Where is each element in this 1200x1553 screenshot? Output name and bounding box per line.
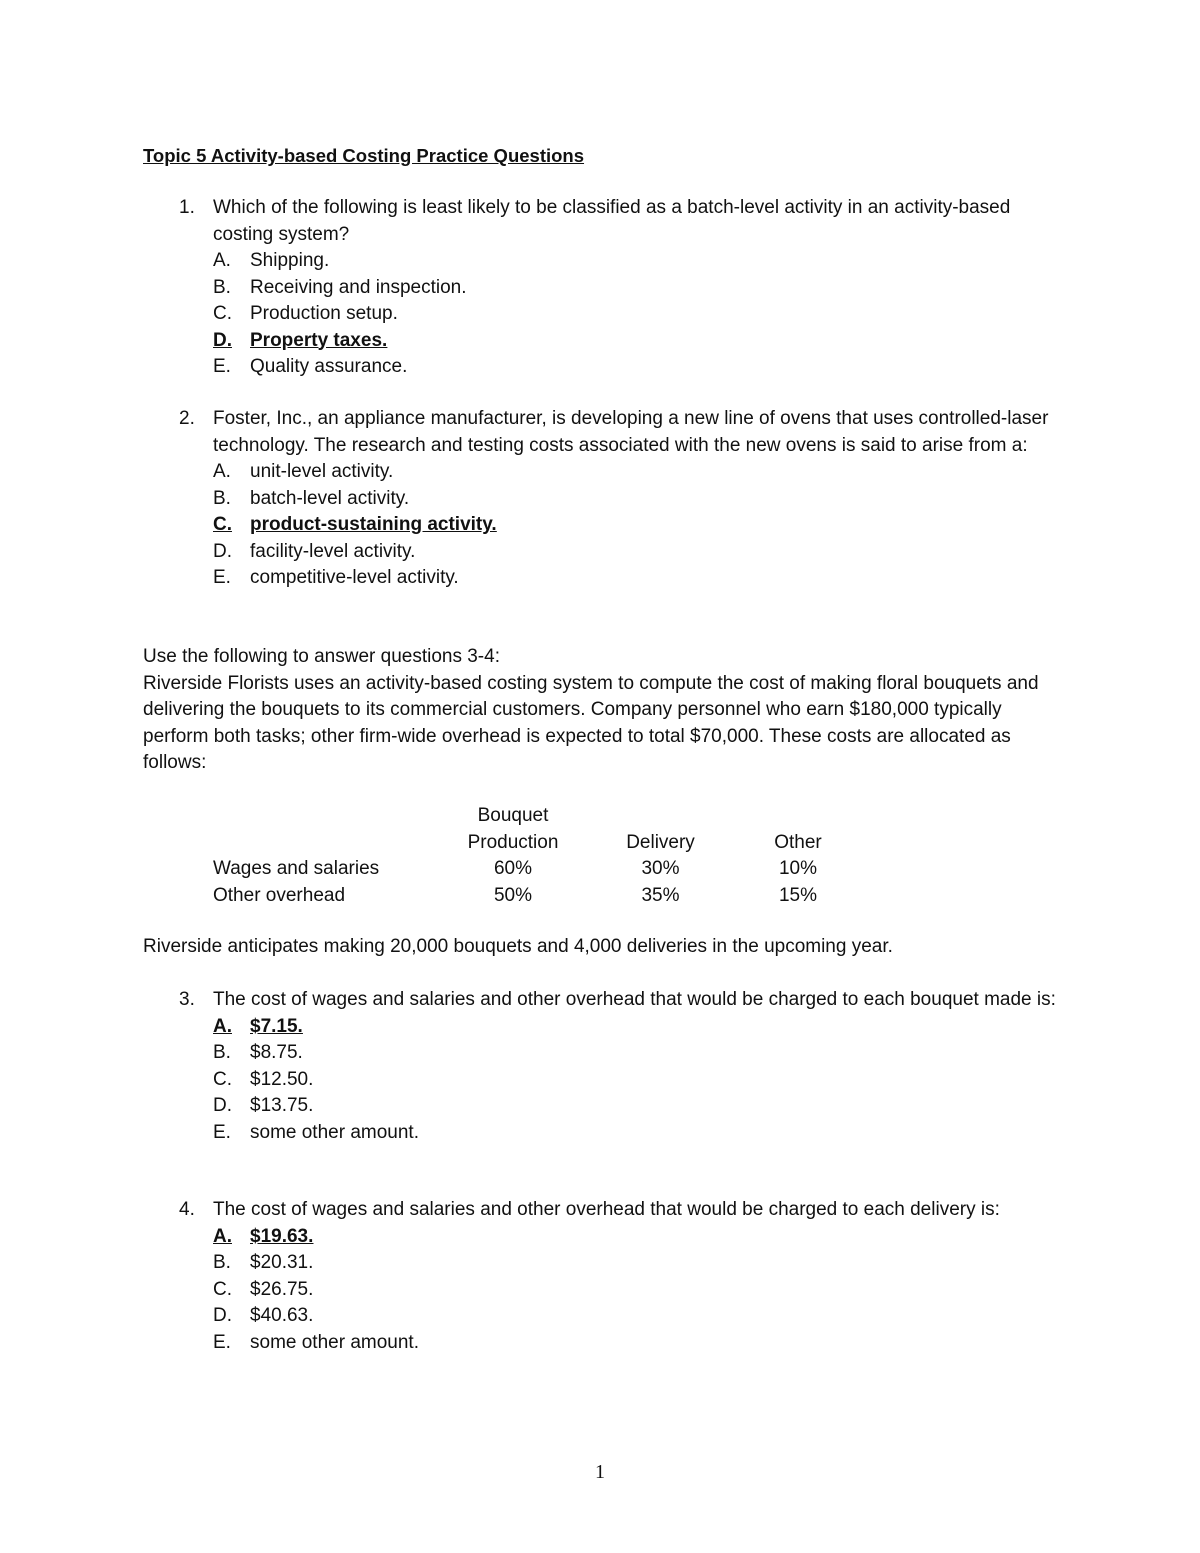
option-a-correct: A. $7.15. <box>213 1015 303 1037</box>
option-e: E. some other amount. <box>213 1331 419 1353</box>
option-d-correct: D. Property taxes. <box>213 329 388 351</box>
option-a: A. unit-level activity. <box>213 461 394 482</box>
question-2 <box>143 406 1063 592</box>
question-4 <box>143 1197 1103 1356</box>
question-number: 4. <box>179 1199 195 1220</box>
option-a: A. Shipping. <box>213 250 330 271</box>
answer-options <box>213 248 1063 381</box>
option-e: E. Quality assurance. <box>213 356 408 377</box>
scenario-lead: Use the following to answer questions 3-4: <box>143 646 500 667</box>
option-c-correct: C. product-sustaining activity. <box>213 514 497 535</box>
option-e: E. competitive-level activity. <box>213 567 459 588</box>
table-header-row <box>213 830 853 857</box>
answer-options <box>213 1014 1063 1147</box>
cell: 60% <box>493 858 533 879</box>
cell: 50% <box>493 884 533 906</box>
option-b: B. $8.75. <box>213 1042 303 1063</box>
answer-options <box>213 1224 1103 1357</box>
table-row <box>213 883 853 910</box>
option-b: B. Receiving and inspection. <box>213 276 467 298</box>
option-a-correct: A. $19.63. <box>213 1225 314 1247</box>
question-text: Foster, Inc., an appliance manufacturer, is developing a new line of ovens that uses controlled-laser technology. The research and testing costs associated with the new ovens is said to arise from a: <box>213 408 1049 456</box>
question-number: 2. <box>179 408 195 429</box>
question-text: Which of the following is least likely to be classified as a batch-level activity in an activity-based costing system? <box>213 197 1011 245</box>
cell: 15% <box>778 884 818 906</box>
table-header-row <box>213 803 853 830</box>
option-b: B. batch-level activity. <box>213 487 410 509</box>
scenario-intro <box>143 644 1058 777</box>
question-text: The cost of wages and salaries and other overhead that would be charged to each delivery is: <box>213 1199 1000 1220</box>
cell: 30% <box>641 858 680 879</box>
cell: 10% <box>778 858 818 879</box>
anticipates-text: Riverside anticipates making 20,000 bouquets and 4,000 deliveries in the upcoming year. <box>143 936 893 957</box>
header-delivery: Delivery <box>626 831 695 853</box>
option-e: E. some other amount. <box>213 1121 419 1143</box>
answer-options <box>213 459 1063 592</box>
table-row <box>213 856 853 883</box>
question-1 <box>143 195 1063 381</box>
scenario-text: Riverside Florists uses an activity-based costing system to compute the cost of making floral bouquets and delivering the bouquets to its commercial customers. Company personnel who earn $180,000 typically perform both tasks; other firm-wide overhead is expected to total $70,000. These costs are allocated as follows: <box>143 672 1039 773</box>
header-bouquet: Bouquet <box>477 805 549 826</box>
question-3 <box>143 987 1063 1146</box>
page-number: 1 <box>595 1461 605 1483</box>
option-c: C. $12.50. <box>213 1068 314 1090</box>
allocation-table <box>213 803 853 909</box>
option-c: C. $26.75. <box>213 1278 314 1300</box>
question-text: The cost of wages and salaries and other overhead that would be charged to each bouquet made is: <box>213 989 1056 1010</box>
option-d: D. $13.75. <box>213 1095 314 1116</box>
page-title: Topic 5 Activity-based Costing Practice Questions <box>143 145 585 166</box>
option-c: C. Production setup. <box>213 303 398 324</box>
cell: 35% <box>641 884 680 906</box>
header-production: Production <box>467 831 559 853</box>
option-d: D. $40.63. <box>213 1305 314 1326</box>
option-d: D. facility-level activity. <box>213 540 416 562</box>
question-number: 1. <box>179 197 195 218</box>
row-label: Wages and salaries <box>213 858 380 879</box>
option-b: B. $20.31. <box>213 1252 314 1273</box>
header-other: Other <box>774 831 822 853</box>
row-label: Other overhead <box>213 884 346 906</box>
question-number: 3. <box>179 989 195 1010</box>
